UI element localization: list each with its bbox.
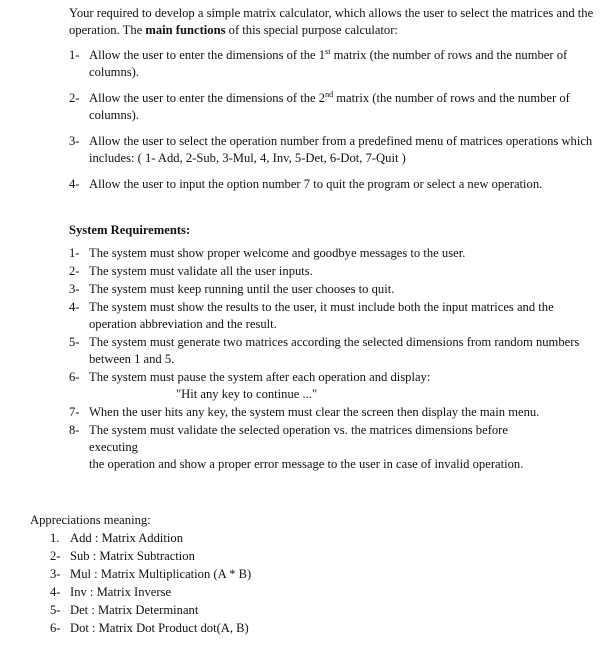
intro-text-start: Your required to develop a simple matrix calculator, which allows the user to select the matrices and the operation. The	[69, 6, 594, 37]
list-number: 4-	[69, 300, 80, 314]
list-text: Allow the user to input the option number 7 to quit the program or select a new operation.	[89, 177, 543, 191]
intro-paragraph	[69, 5, 594, 39]
requirement-item	[69, 245, 594, 262]
appreciations-list	[50, 530, 450, 638]
appreciation-item	[50, 566, 450, 583]
main-function-item	[69, 176, 594, 193]
main-function-item	[69, 90, 594, 124]
requirement-item	[69, 369, 594, 403]
list-number: 8-	[69, 423, 80, 437]
list-text: Sub : Matrix Subtraction	[70, 549, 195, 563]
list-text: The system must validate all the user inputs.	[89, 264, 313, 278]
list-text: The system must keep running until the user chooses to quit.	[89, 282, 395, 296]
main-function-item	[69, 133, 594, 167]
list-text-part: the operation and show a proper error message to the user in case of invalid operation.	[89, 457, 524, 471]
list-number: 3-	[69, 134, 80, 148]
list-number: 5-	[69, 335, 80, 349]
list-number: 5-	[50, 603, 61, 617]
list-text: Mul : Matrix Multiplication (A * B)	[70, 567, 252, 581]
list-text	[89, 90, 594, 124]
list-text: Dot : Matrix Dot Product dot(A, B)	[70, 621, 249, 635]
requirements-heading: System Requirements:	[69, 223, 191, 237]
intro-text-end: of this special purpose calculator:	[225, 23, 398, 37]
list-number: 1-	[69, 48, 80, 62]
main-function-item	[69, 47, 594, 81]
requirement-item	[69, 281, 594, 298]
list-number: 1.	[50, 531, 60, 545]
list-text	[89, 422, 594, 473]
ordinal-suffix: st	[325, 47, 331, 56]
list-number: 1-	[69, 246, 80, 260]
list-text-part: The system must pause the system after each operation and display:	[89, 370, 431, 384]
list-text-part: Allow the user to enter the dimensions of the 2	[89, 91, 326, 105]
list-text: Det : Matrix Determinant	[70, 603, 199, 617]
list-number: 2-	[69, 264, 80, 278]
appreciation-item	[50, 548, 450, 565]
requirement-item	[69, 422, 594, 473]
ordinal-suffix: nd	[325, 90, 334, 99]
list-text-part: The system must validate the selected operation vs. the matrices dimensions before executing	[89, 423, 508, 454]
list-text: The system must show proper welcome and goodbye messages to the user.	[89, 246, 466, 260]
list-text: When the user hits any key, the system must clear the screen then display the main menu.	[89, 405, 540, 419]
list-number: 6-	[69, 370, 80, 384]
appreciation-item	[50, 530, 450, 547]
requirement-item	[69, 334, 594, 368]
appreciation-item	[50, 620, 450, 637]
list-number: 6-	[50, 621, 61, 635]
intro-text	[69, 5, 594, 39]
list-text: The system must show the results to the user, it must include both the input matrices and the operation abbreviation and the result.	[89, 300, 554, 331]
intro-bold-phrase: main functions	[145, 23, 226, 37]
list-number: 2-	[50, 549, 61, 563]
list-number: 3-	[50, 567, 61, 581]
list-number: 3-	[69, 282, 80, 296]
requirement-item	[69, 299, 594, 333]
list-text: The system must generate two matrices according the selected dimensions from random numbers between 1 and 5.	[89, 335, 580, 366]
list-text	[89, 47, 594, 81]
appreciations-heading: Appreciations meaning:	[30, 513, 151, 527]
list-text	[89, 369, 594, 403]
requirement-item	[69, 404, 594, 421]
list-text: Allow the user to select the operation number from a predefined menu of matrices operations which includes: ( 1- Add, 2-Sub, 3-Mul, 4, Inv, 5-Det, 6-Dot, 7-Quit )	[89, 134, 593, 165]
continue-prompt-text: "Hit any key to continue ..."	[176, 387, 318, 401]
list-text-part: Allow the user to enter the dimensions of the 1	[89, 48, 326, 62]
appreciation-item	[50, 584, 450, 601]
list-text-part: matrix (the number of rows and the number of columns).	[89, 48, 568, 79]
requirements-list	[69, 245, 594, 474]
list-text-part: matrix (the number of rows and the number of columns).	[89, 91, 570, 122]
main-functions-list	[69, 47, 594, 202]
list-number: 4-	[50, 585, 61, 599]
list-text: Add : Matrix Addition	[70, 531, 183, 545]
requirement-item	[69, 263, 594, 280]
list-number: 4-	[69, 177, 80, 191]
appreciation-item	[50, 602, 450, 619]
list-text: Inv : Matrix Inverse	[70, 585, 172, 599]
list-number: 2-	[69, 91, 80, 105]
list-number: 7-	[69, 405, 80, 419]
